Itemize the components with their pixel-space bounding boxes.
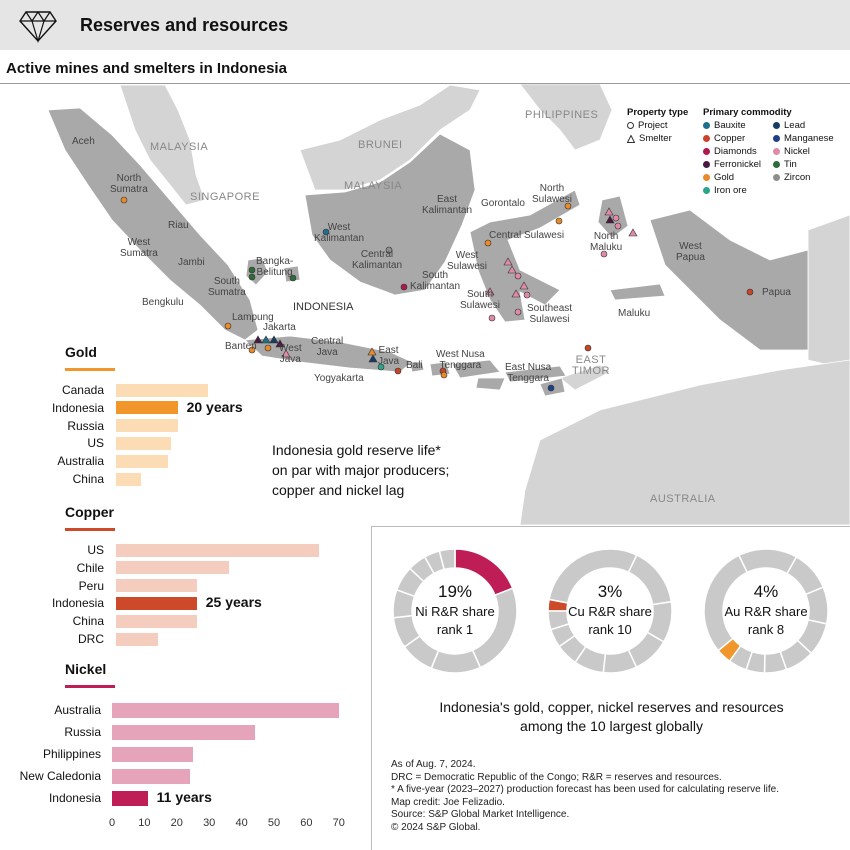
gold-bar-label: China <box>72 472 104 486</box>
legend-item-ferronickel <box>703 158 761 171</box>
circle-icon <box>703 187 710 194</box>
legend-item-label: Diamonds <box>714 146 757 157</box>
gold-section-title: Gold <box>65 344 97 360</box>
footnote-copyright: © 2024 S&P Global. <box>391 821 481 833</box>
footnote-abbreviations: DRC = Democratic Republic of the Congo; R&R = reserves and resources. <box>391 771 722 783</box>
circle-icon <box>773 161 780 168</box>
donut-other-slice <box>431 650 480 673</box>
legend-item-copper <box>703 132 761 145</box>
subtitle: Active mines and smelters in Indonesia <box>6 60 287 77</box>
gold-bar-label: US <box>87 436 104 451</box>
map-label-east-nusa-tenggara: East Nusa Tenggara <box>505 362 552 384</box>
legend-item-lead <box>773 119 834 132</box>
nickel-bar <box>112 791 148 806</box>
map-label-riau: Riau <box>168 220 189 231</box>
gold-bar-label: Indonesia <box>51 400 104 415</box>
map-label-papua: Papua <box>762 287 791 298</box>
donut-other-slice <box>739 549 797 574</box>
legend-commodity-title: Primary commodity <box>703 107 792 118</box>
copper-bar-value: 25 years <box>205 594 262 611</box>
legend-item-diamonds <box>703 145 761 158</box>
png-land <box>808 215 850 370</box>
map-label-brunei: BRUNEI <box>358 139 403 151</box>
map-label-south-sumatra: South Sumatra <box>208 276 246 298</box>
footnote-date: As of Aug. 7, 2024. <box>391 759 476 770</box>
copper-section-title: Copper <box>65 504 114 520</box>
circle-icon <box>703 161 710 168</box>
donut-label: Ni R&R share <box>415 604 495 619</box>
donut-chart <box>545 546 675 676</box>
sumba <box>476 378 505 390</box>
map-label-west-kalimantan: West Kalimantan <box>314 222 365 244</box>
donut-rank: rank 1 <box>436 622 474 637</box>
map-label-north-sulawesi: North Sulawesi <box>532 183 573 205</box>
legend-column-2 <box>773 119 834 197</box>
legend-project <box>627 119 688 132</box>
legend-property-title: Property type <box>627 107 689 118</box>
legend-item-bauxite <box>703 119 761 132</box>
legend-item-label: Bauxite <box>714 120 746 131</box>
gold-bar-value: 20 years <box>186 398 243 415</box>
map-label-jakarta: Jakarta <box>263 322 296 333</box>
donut-caption: Indonesia's gold, copper, nickel reserves and resources among the 10 largest globally <box>439 699 784 734</box>
map-label-bengkulu: Bengkulu <box>142 297 184 308</box>
footnotes <box>391 759 779 834</box>
copper-bar-label: DRC <box>78 632 104 646</box>
nickel-bar <box>112 703 339 718</box>
copper-bar <box>116 633 158 646</box>
circle-icon <box>627 122 634 129</box>
legend-item-label: Iron ore <box>714 185 747 196</box>
legend-item-label: Zircon <box>784 172 811 183</box>
legend-commodity <box>703 106 834 197</box>
x-axis-tick-label: 60 <box>300 817 313 829</box>
circle-icon <box>703 122 710 129</box>
donut-label: Au R&R share <box>724 604 808 619</box>
donut-panel <box>371 526 850 850</box>
circle-icon <box>773 174 780 181</box>
legend-item-label: Nickel <box>784 146 810 157</box>
copper-bar <box>116 544 319 557</box>
donut-label: Cu R&R share <box>568 604 652 619</box>
nickel-bar-label: New Caledonia <box>19 769 101 783</box>
nickel-title-underline <box>65 685 115 688</box>
map-label-australia: AUSTRALIA <box>650 493 716 505</box>
circle-icon <box>703 174 710 181</box>
nickel-bar-label: Philippines <box>42 747 101 761</box>
nickel-section-title: Nickel <box>65 661 107 677</box>
legend-item-manganese <box>773 132 834 145</box>
legend-column-1 <box>703 119 761 197</box>
gold-bar <box>116 401 178 414</box>
nickel-bar-label: Russia <box>64 725 101 739</box>
legend-item-label: Lead <box>784 120 806 131</box>
legend-item-gold <box>703 171 761 184</box>
donut-chart <box>701 546 831 676</box>
legend-item-label: Copper <box>714 133 746 144</box>
map-label-east-java: East Java <box>378 345 400 367</box>
map-label-maluku: Maluku <box>618 308 651 319</box>
copper-bar <box>116 561 229 574</box>
legend-item-iron-ore <box>703 184 761 197</box>
footnote-map-credit: Map credit: Joe Felizadio. <box>391 796 505 808</box>
map-label-malaysia-east: MALAYSIA <box>344 180 403 192</box>
papua <box>650 210 808 350</box>
legend-item-label: Tin <box>784 159 797 170</box>
donut-rank: rank 8 <box>747 622 785 637</box>
donut-percent: 4% <box>753 582 779 601</box>
map-label-malaysia-west: MALAYSIA <box>150 141 209 153</box>
map-label-aceh: Aceh <box>72 136 95 147</box>
legend-item-tin <box>773 158 834 171</box>
donut-percent: 3% <box>597 582 623 601</box>
copper-bar-label: Chile <box>76 560 104 575</box>
map-label-east-kalimantan: East Kalimantan <box>422 194 473 216</box>
gold-bar <box>116 384 208 397</box>
donut-chart <box>390 546 520 676</box>
diamond-icon <box>18 8 58 44</box>
map-label-southeast-sulawesi: Southeast Sulawesi <box>527 303 573 325</box>
x-axis-tick-label: 0 <box>108 817 116 829</box>
map-label-west-nusa-tenggara: West Nusa Tenggara <box>436 349 485 371</box>
copper-bar-label: US <box>87 543 104 557</box>
donut-percent: 19% <box>437 582 473 601</box>
legend-item-zircon <box>773 171 834 184</box>
seram <box>610 284 665 300</box>
x-axis-tick-label: 30 <box>203 817 216 829</box>
copper-title-underline <box>65 528 115 531</box>
nickel-bar <box>112 747 193 762</box>
nickel-bar-value: 11 years <box>156 789 212 805</box>
legend-item-nickel <box>773 145 834 158</box>
x-axis-tick-label: 10 <box>138 817 151 829</box>
copper-bar-label: China <box>72 614 104 629</box>
map-label-gorontalo: Gorontalo <box>481 198 525 209</box>
x-axis-tick-label: 40 <box>235 817 248 829</box>
map-label-banten: Banten <box>225 341 257 352</box>
legend-project-label: Project <box>638 120 668 131</box>
map-label-jambi: Jambi <box>178 257 205 268</box>
gold-bar-label: Australia <box>57 454 104 469</box>
map-label-west-papua: West Papua <box>676 241 705 263</box>
copper-bar <box>116 597 197 610</box>
map-label-north-sumatra: North Sumatra <box>110 173 148 195</box>
reserve-life-note: Indonesia gold reserve life* on par with major producers; copper and nickel lag <box>272 442 450 498</box>
map-label-singapore: SINGAPORE <box>190 191 260 203</box>
map-label-central-java: Central Java <box>311 336 344 358</box>
gold-bar <box>116 437 171 450</box>
gold-bar-label: Russia <box>67 418 104 433</box>
x-axis-tick-label: 20 <box>170 817 183 829</box>
map-label-west-sumatra: West Sumatra <box>120 237 158 259</box>
legend-item-label: Gold <box>714 172 735 183</box>
copper-bar-label: Peru <box>78 578 104 593</box>
gold-bar <box>116 473 141 486</box>
legend-smelter <box>627 132 688 145</box>
map-label-central-sulawesi: Central Sulawesi <box>489 230 565 241</box>
circle-icon <box>773 135 780 142</box>
legend-property-type <box>627 106 688 145</box>
copper-bar <box>116 615 197 628</box>
nickel-bar-label: Indonesia <box>48 791 101 805</box>
map-label-bali: Bali <box>406 360 423 371</box>
donut-rank: rank 10 <box>588 622 632 637</box>
legend-item-label: Manganese <box>784 133 834 144</box>
gold-bar <box>116 455 168 468</box>
copper-bar <box>116 579 197 592</box>
gold-bar <box>116 419 178 432</box>
map-label-bangka: Bangka- Belitung <box>256 256 294 278</box>
legend-smelter-label: Smelter <box>639 133 672 144</box>
page-title: Reserves and resources <box>80 15 289 35</box>
copper-bar-label: Indonesia <box>51 596 104 611</box>
nickel-bar <box>112 769 190 784</box>
map-label-philippines: PHILIPPINES <box>525 109 599 121</box>
nickel-bar <box>112 725 255 740</box>
x-axis-tick-label: 50 <box>267 817 281 829</box>
circle-icon <box>773 122 780 129</box>
nickel-bar-label: Australia <box>54 703 101 717</box>
x-axis-tick-label: 70 <box>332 817 345 829</box>
footnote-source: Source: S&P Global Market Intelligence. <box>391 809 570 820</box>
circle-icon <box>773 148 780 155</box>
map-label-east-timor: EAST TIMOR <box>572 354 610 377</box>
map-label-south-sulawesi: South Sulawesi <box>460 289 501 311</box>
map-label-indonesia: INDONESIA <box>293 301 354 313</box>
map-label-yogyakarta: Yogyakarta <box>314 373 364 384</box>
map-label-south-kalimantan: South Kalimantan <box>410 270 461 292</box>
map-label-west-java: West Java <box>279 343 302 365</box>
triangle-icon <box>627 135 635 143</box>
map-label-central-kalimantan: Central Kalimantan <box>352 249 403 271</box>
map-label-north-maluku: North Maluku <box>590 231 623 253</box>
circle-icon <box>703 135 710 142</box>
gold-title-underline <box>65 368 115 371</box>
header-bar <box>0 0 850 50</box>
circle-icon <box>703 148 710 155</box>
footnote-forecast: * A five-year (2023–2027) production forecast has been used for calculating reserve life. <box>391 784 780 795</box>
map-label-west-sulawesi: West Sulawesi <box>447 250 488 272</box>
gold-bar-label: Canada <box>61 383 104 397</box>
map-label-lampung: Lampung <box>232 312 274 323</box>
legend-item-label: Ferronickel <box>714 159 761 170</box>
